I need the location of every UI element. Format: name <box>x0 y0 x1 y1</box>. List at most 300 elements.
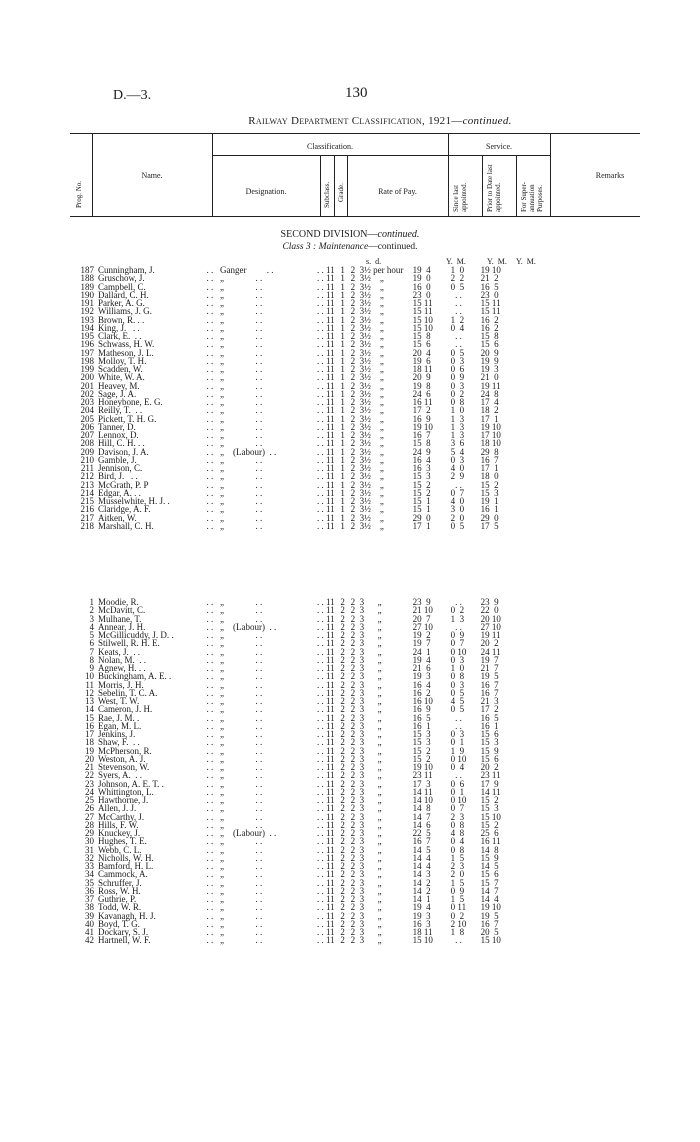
service-prior-cell: 1 5 <box>450 877 465 888</box>
service-since-last-cell: 15 1 <box>412 496 431 506</box>
prog-no-cell: 7 <box>89 646 94 657</box>
staff-name-cell: Lennox, D. <box>98 430 139 440</box>
grade-cell: 1 <box>340 355 345 366</box>
service-since-last-cell: 15 8 <box>412 331 431 341</box>
grade-cell: 2 <box>340 795 345 805</box>
service-since-last-cell: 23 11 <box>412 770 433 781</box>
service-since-last-cell: 14 11 <box>412 786 433 797</box>
service-prior-cell: 0 11 <box>450 902 467 913</box>
designation-cell: . . „ . . <box>202 877 263 888</box>
staff-name-cell: Whittington, L. <box>98 786 154 797</box>
staff-name-cell: Hill, C. H. . . <box>98 438 145 449</box>
designation-cell: . . „ . . <box>202 687 263 698</box>
service-since-last-cell: 14 7 <box>412 811 431 822</box>
class-continued: —continued. <box>368 242 418 252</box>
staff-name-cell: Egan, M. L. <box>98 720 142 731</box>
designation-cell: . . „ . . <box>202 720 263 731</box>
designation-cell: . . „ . . <box>202 372 263 383</box>
service-superannuation-cell: 15 3 <box>480 487 499 498</box>
service-prior-cell: 0 4 <box>450 322 465 333</box>
prog-no-cell: 27 <box>85 811 94 822</box>
subclass-cell: . . 11 <box>317 687 335 698</box>
col-divider <box>482 155 483 216</box>
rate-of-pay-cell: 2 3½ „ <box>350 314 384 325</box>
staff-name-cell: McGrath, P. P <box>98 479 149 490</box>
grade-cell: 2 <box>340 778 345 789</box>
staff-name-cell: Stilwell, R. H. E. <box>98 638 160 649</box>
designation-cell: . . „ . . <box>202 298 263 308</box>
designation-cell: . . „ . . <box>202 885 263 896</box>
service-prior-cell: 1 0 <box>450 663 465 673</box>
service-since-last-cell: 21 10 <box>412 605 433 616</box>
staff-name-cell: Weston, A. J. <box>98 753 146 764</box>
service-prior-cell: 3 6 <box>450 438 465 449</box>
rate-of-pay-cell: 2 3½ „ <box>350 364 384 374</box>
subclass-cell: . . 11 <box>317 927 335 937</box>
prog-no-cell: 22 <box>85 770 94 781</box>
subclass-cell: . . 11 <box>317 852 335 863</box>
subclass-cell: . . 11 <box>317 654 335 665</box>
grade-cell: 1 <box>340 380 345 391</box>
table-row <box>72 382 511 390</box>
rate-of-pay-cell: 2 3½ „ <box>350 306 384 317</box>
service-since-last-cell: 15 10 <box>412 314 433 325</box>
rate-of-pay-cell: 2 3½ „ <box>350 413 384 424</box>
rate-of-pay-cell: 2 3 „ <box>350 737 382 748</box>
subclass-cell: . . 11 <box>317 454 335 465</box>
header-designation: Designation. <box>245 187 287 196</box>
subclass-cell: . . 11 <box>317 910 335 921</box>
service-prior-cell: 0 2 <box>450 388 465 399</box>
designation-cell: . . „ . . <box>202 605 263 616</box>
header-prior-to: Prior to Date last appointed. <box>486 164 502 212</box>
prog-no-cell: 189 <box>80 281 94 292</box>
service-prior-cell: 0 8 <box>450 397 465 407</box>
service-since-last-cell: 15 11 <box>412 298 433 308</box>
staff-name-cell: Stevenson, W. <box>98 762 150 772</box>
grade-cell: 2 <box>340 770 345 781</box>
service-superannuation-cell: 21 0 <box>480 372 499 383</box>
service-prior-cell: 0 4 <box>450 836 465 847</box>
rate-of-pay-cell: 2 3½ „ <box>350 339 384 350</box>
grade-cell: 2 <box>340 646 345 657</box>
designation-cell: . . „ . . <box>202 869 263 880</box>
grade-cell: 2 <box>340 745 345 756</box>
grade-cell: 1 <box>340 520 345 531</box>
prog-no-cell: 37 <box>85 894 94 904</box>
rate-of-pay-cell: 2 3 „ <box>350 646 382 657</box>
grade-cell: 2 <box>340 687 345 698</box>
service-prior-cell: . . <box>450 339 462 350</box>
subclass-cell: . . 11 <box>317 421 335 432</box>
grade-cell: 1 <box>340 471 345 482</box>
designation-cell: . . „ . . <box>202 737 263 748</box>
rate-of-pay-cell: 2 3½ „ <box>350 446 384 457</box>
prog-no-cell: 18 <box>85 737 94 748</box>
subclass-cell: . . 11 <box>317 646 335 657</box>
service-since-last-cell: 19 8 <box>412 380 431 391</box>
service-since-last-cell: 14 1 <box>412 894 431 904</box>
service-prior-cell: 0 3 <box>450 679 465 690</box>
prog-no-cell: 33 <box>85 861 94 871</box>
prog-no-cell: 203 <box>80 397 94 407</box>
rate-of-pay-cell: 2 3 „ <box>350 762 382 772</box>
staff-name-cell: Knuckey, J. <box>98 828 141 838</box>
subclass-cell: . . 11 <box>317 844 335 855</box>
subclass-cell: . . 11 <box>317 314 335 325</box>
prog-no-cell: 210 <box>80 454 94 465</box>
header-grade: Grade. <box>337 183 345 202</box>
subclass-cell: . . 11 <box>317 753 335 764</box>
service-prior-cell: . . <box>450 712 462 723</box>
designation-cell: . . „ . . <box>202 454 263 465</box>
service-since-last-cell: 20 7 <box>412 613 431 624</box>
rate-of-pay-cell: 2 3 „ <box>350 778 382 789</box>
rate-of-pay-cell: 2 3 „ <box>350 910 382 921</box>
service-since-last-cell: 18 11 <box>412 364 433 374</box>
staff-name-cell: Schwass, H. W. <box>98 339 155 350</box>
grade-cell: 2 <box>340 712 345 723</box>
service-superannuation-cell: 19 10 <box>480 265 501 275</box>
rate-of-pay-cell: 2 3½ „ <box>350 496 384 506</box>
service-since-last-cell: 15 1 <box>412 504 431 515</box>
service-prior-cell: 2 0 <box>450 512 465 523</box>
rate-of-pay-cell: 2 3 „ <box>350 597 382 607</box>
service-prior-cell: 4 5 <box>450 696 465 706</box>
rate-of-pay-cell: 2 3½ „ <box>350 347 384 358</box>
col-divider <box>550 133 551 216</box>
header-remarks: Remarks <box>595 171 625 180</box>
service-superannuation-cell: 16 7 <box>480 687 499 698</box>
table-row <box>72 796 511 804</box>
rate-of-pay-cell: 2 3½ „ <box>350 388 384 399</box>
grade-cell: 2 <box>340 630 345 640</box>
service-superannuation-cell: 15 6 <box>480 753 499 764</box>
grade-cell: 2 <box>340 828 345 838</box>
grade-cell: 1 <box>340 421 345 432</box>
rate-of-pay-cell: 2 3 „ <box>350 861 382 871</box>
staff-name-cell: Musselwhite, H. J. . <box>98 496 170 506</box>
service-superannuation-cell: 27 10 <box>480 621 501 632</box>
service-superannuation-cell: 14 4 <box>480 894 499 904</box>
designation-cell: . . „ . . <box>202 844 263 855</box>
title-main: Railway Department Classification, <box>248 115 426 127</box>
prog-no-cell: 10 <box>85 671 94 682</box>
staff-name-cell: Allen, J. J. <box>98 803 137 814</box>
service-prior-cell: 0 5 <box>450 281 465 292</box>
service-superannuation-cell: 19 3 <box>480 364 499 374</box>
service-superannuation-cell: 16 7 <box>480 918 499 929</box>
rate-of-pay-cell: 2 3 „ <box>350 638 382 649</box>
designation-cell: . . „ . . <box>202 380 263 391</box>
service-prior-cell: 3 0 <box>450 504 465 515</box>
staff-name-cell: Jennison, C. <box>98 463 143 473</box>
staff-name-cell: Shaw, F. . . <box>98 737 140 748</box>
service-superannuation-cell: 16 7 <box>480 454 499 465</box>
subclass-cell: . . 11 <box>317 405 335 416</box>
grade-cell: 2 <box>340 910 345 921</box>
prog-no-cell: 14 <box>85 704 94 715</box>
service-since-last-cell: 15 3 <box>412 471 431 482</box>
staff-name-cell: Pickett, T. H. G. <box>98 413 157 424</box>
subclass-cell: . . 11 <box>317 597 335 607</box>
staff-name-cell: Agnew, H. . . <box>98 663 146 673</box>
service-since-last-cell: 19 10 <box>412 421 433 432</box>
prog-no-cell: 198 <box>80 355 94 366</box>
prog-no-cell: 213 <box>80 479 94 490</box>
grade-cell: 2 <box>340 654 345 665</box>
subclass-cell: . . 11 <box>317 861 335 871</box>
class-name: Maintenance <box>318 242 369 252</box>
subclass-cell: . . 11 <box>317 786 335 797</box>
table-row <box>72 936 511 944</box>
page-title <box>0 115 700 127</box>
service-prior-cell: 1 0 <box>450 405 465 416</box>
service-superannuation-cell: 16 11 <box>480 836 501 847</box>
rate-of-pay-cell: 2 3½ „ <box>350 405 384 416</box>
rate-of-pay-cell: 2 3 „ <box>350 696 382 706</box>
service-superannuation-cell: 17 4 <box>480 397 499 407</box>
subclass-cell: . . 11 <box>317 605 335 616</box>
service-since-last-cell: 16 11 <box>412 397 433 407</box>
prog-no-cell: 24 <box>85 786 94 797</box>
staff-name-cell: Sage, J. A. <box>98 388 137 399</box>
grade-cell: 1 <box>340 289 345 300</box>
staff-name-cell: Moodie, R. <box>98 597 139 607</box>
service-prior-cell: 0 9 <box>450 372 465 383</box>
header-since-last: Since last appointed. <box>452 182 468 212</box>
prog-no-cell: 217 <box>80 512 94 523</box>
prog-no-cell: 23 <box>85 778 94 789</box>
service-since-last-cell: 14 4 <box>412 861 431 871</box>
service-prior-cell: 0 10 <box>450 753 467 764</box>
service-superannuation-cell: 15 6 <box>480 869 499 880</box>
prog-no-cell: 187 <box>80 265 94 275</box>
prog-no-cell: 19 <box>85 745 94 756</box>
rate-of-pay-cell: 2 3 „ <box>350 828 382 838</box>
service-superannuation-cell: 20 2 <box>480 638 499 649</box>
rate-of-pay-cell: 2 3½ „ <box>350 463 384 473</box>
service-prior-cell: 1 3 <box>450 421 465 432</box>
rate-of-pay-cell: 2 3 „ <box>350 885 382 896</box>
service-since-last-cell: 19 0 <box>412 273 431 284</box>
grade-cell: 2 <box>340 663 345 673</box>
designation-cell: . . „ . . <box>202 762 263 772</box>
service-superannuation-cell: 15 10 <box>480 811 501 822</box>
prog-no-cell: 26 <box>85 803 94 814</box>
prog-no-cell: 42 <box>85 935 94 946</box>
grade-cell: 2 <box>340 885 345 896</box>
rate-of-pay-cell: 2 3 „ <box>350 605 382 616</box>
subclass-cell: . . 11 <box>317 298 335 308</box>
grade-cell: 1 <box>340 496 345 506</box>
staff-name-cell: Brown, R. . . <box>98 314 145 325</box>
service-since-last-cell: 15 8 <box>412 438 431 449</box>
grade-cell: 1 <box>340 388 345 399</box>
service-superannuation-cell: 15 6 <box>480 729 499 739</box>
grade-cell: 1 <box>340 339 345 350</box>
grade-cell: 1 <box>340 413 345 424</box>
grade-cell: 2 <box>340 729 345 739</box>
staff-name-cell: Dallard, C. H. <box>98 289 149 300</box>
service-superannuation-cell: 16 1 <box>480 720 499 731</box>
designation-cell: . . „ . . <box>202 918 263 929</box>
designation-cell: . . „ . . <box>202 397 263 407</box>
grade-cell: 2 <box>340 753 345 764</box>
prog-no-cell: 8 <box>89 654 94 665</box>
designation-cell: . . „ . . <box>202 786 263 797</box>
designation-cell: . . „ . . <box>202 430 263 440</box>
rate-of-pay-cell: 2 3½ „ <box>350 322 384 333</box>
rate-of-pay-cell: 2 3½ „ <box>350 487 384 498</box>
designation-cell: . . „ . . <box>202 638 263 649</box>
staff-name-cell: Marshall, C. H. <box>98 520 154 531</box>
service-since-last-cell: 19 6 <box>412 355 431 366</box>
service-superannuation-cell: 19 11 <box>480 630 501 640</box>
service-prior-cell: . . <box>450 331 462 341</box>
header-prog-no: Prog. No. <box>75 180 83 208</box>
prog-no-cell: 16 <box>85 720 94 731</box>
service-prior-cell: 0 3 <box>450 729 465 739</box>
staff-name-cell: Cammock, A. <box>98 869 148 880</box>
subclass-cell: . . 11 <box>317 388 335 399</box>
staff-name-cell: McPherson, R. <box>98 745 152 756</box>
subclass-cell: . . 11 <box>317 380 335 391</box>
designation-cell: . . „ . . <box>202 487 263 498</box>
designation-cell: . . „ . . <box>202 597 263 607</box>
header-classification: Classification. <box>307 142 353 151</box>
service-prior-cell: 0 4 <box>450 762 465 772</box>
prog-no-cell: 188 <box>80 273 94 284</box>
subclass-cell: . . 11 <box>317 487 335 498</box>
service-since-last-cell: 16 4 <box>412 679 431 690</box>
subclass-cell: . . 11 <box>317 289 335 300</box>
prog-no-cell: 34 <box>85 869 94 880</box>
service-superannuation-cell: 17 2 <box>480 704 499 715</box>
subclass-cell: . . 11 <box>317 613 335 624</box>
designation-cell: . . „ . . <box>202 388 263 399</box>
designation-cell: . . „ . . <box>202 355 263 366</box>
rate-of-pay-cell: 2 3 „ <box>350 712 382 723</box>
staff-name-cell: Hawthorne, J. <box>98 795 149 805</box>
staff-table-grade-1 <box>72 266 511 530</box>
grade-cell: 1 <box>340 265 345 275</box>
service-prior-cell: . . <box>450 306 462 317</box>
staff-name-cell: Nolan, M. . . <box>98 654 146 665</box>
subclass-cell: . . 11 <box>317 430 335 440</box>
table-row <box>72 415 511 423</box>
subclass-cell: . . 11 <box>317 306 335 317</box>
prog-no-cell: 35 <box>85 877 94 888</box>
grade-cell: 1 <box>340 405 345 416</box>
service-since-last-cell: 16 3 <box>412 463 431 473</box>
service-superannuation-cell: 15 11 <box>480 306 501 317</box>
grade-cell: 2 <box>340 869 345 880</box>
service-since-last-cell: 24 1 <box>412 646 431 657</box>
service-prior-cell: 2 3 <box>450 861 465 871</box>
grade-cell: 2 <box>340 704 345 715</box>
rate-of-pay-cell: 2 3 „ <box>350 679 382 690</box>
service-prior-cell: 0 7 <box>450 803 465 814</box>
service-superannuation-cell: 14 7 <box>480 885 499 896</box>
prog-no-cell: 31 <box>85 844 94 855</box>
prog-no-cell: 205 <box>80 413 94 424</box>
grade-cell: 2 <box>340 819 345 830</box>
service-since-last-cell: 14 2 <box>412 885 431 896</box>
prog-no-cell: 191 <box>80 298 94 308</box>
prog-no-cell: 4 <box>89 621 94 632</box>
grade-cell: 1 <box>340 479 345 490</box>
grade-cell: 2 <box>340 927 345 937</box>
header-rate: Rate of Pay. <box>378 187 417 196</box>
service-since-last-cell: 14 2 <box>412 877 431 888</box>
service-superannuation-cell: 19 1 <box>480 496 499 506</box>
service-since-last-cell: 19 7 <box>412 638 431 649</box>
prog-no-cell: 3 <box>89 613 94 624</box>
designation-cell: . . „ . . <box>202 654 263 665</box>
service-prior-cell: . . <box>450 479 462 490</box>
grade-cell: 2 <box>340 605 345 616</box>
service-since-last-cell: 16 9 <box>412 704 431 715</box>
staff-name-cell: Edgar, A. . . <box>98 487 141 498</box>
designation-cell: . . „ . . <box>202 339 263 350</box>
prog-no-cell: 15 <box>85 712 94 723</box>
prog-no-cell: 192 <box>80 306 94 317</box>
service-since-last-cell: 16 7 <box>412 836 431 847</box>
rate-of-pay-cell: 2 3 „ <box>350 786 382 797</box>
staff-name-cell: Nicholls, W. H. <box>98 852 154 863</box>
grade-cell: 1 <box>340 306 345 317</box>
service-superannuation-cell: 21 2 <box>480 273 499 284</box>
subclass-cell: . . 11 <box>317 663 335 673</box>
grade-cell: 2 <box>340 844 345 855</box>
service-since-last-cell: 14 8 <box>412 803 431 814</box>
service-superannuation-cell: 15 9 <box>480 852 499 863</box>
staff-name-cell: Clark, E. . . <box>98 331 142 341</box>
title-year: 1921— <box>428 115 463 127</box>
service-superannuation-cell: 15 7 <box>480 877 499 888</box>
rate-of-pay-cell: 2 3 „ <box>350 803 382 814</box>
grade-cell: 1 <box>340 430 345 440</box>
subclass-cell: . . 11 <box>317 869 335 880</box>
service-since-last-cell: 15 2 <box>412 745 431 756</box>
header-service: Service. <box>486 142 512 151</box>
service-superannuation-cell: 17 1 <box>480 463 499 473</box>
designation-cell: . . „ . . <box>202 421 263 432</box>
service-superannuation-cell: 18 0 <box>480 471 499 482</box>
service-superannuation-cell: 19 9 <box>480 355 499 366</box>
grade-cell: 2 <box>340 696 345 706</box>
staff-name-cell: Sebelin, T. C. A. <box>98 687 158 698</box>
designation-cell: . . „ . . <box>202 347 263 358</box>
grade-cell: 1 <box>340 487 345 498</box>
service-prior-cell: 1 2 <box>450 314 465 325</box>
service-superannuation-cell: 17 1 <box>480 413 499 424</box>
service-prior-cell: 2 2 <box>450 273 465 284</box>
staff-name-cell: Buckingham, A. E. . <box>98 671 172 682</box>
prog-no-cell: 214 <box>80 487 94 498</box>
grade-cell: 1 <box>340 463 345 473</box>
staff-name-cell: Jenkins, J. <box>98 729 136 739</box>
service-since-last-cell: 15 2 <box>412 479 431 490</box>
service-superannuation-cell: 19 10 <box>480 902 501 913</box>
staff-name-cell: Reilly, T. . . <box>98 405 143 416</box>
service-superannuation-cell: 15 9 <box>480 745 499 756</box>
service-prior-cell: 0 3 <box>450 380 465 391</box>
staff-name-cell: Mulhane, T. <box>98 613 142 624</box>
designation-cell: . . „ . . <box>202 613 263 624</box>
grade-cell: 2 <box>340 918 345 929</box>
